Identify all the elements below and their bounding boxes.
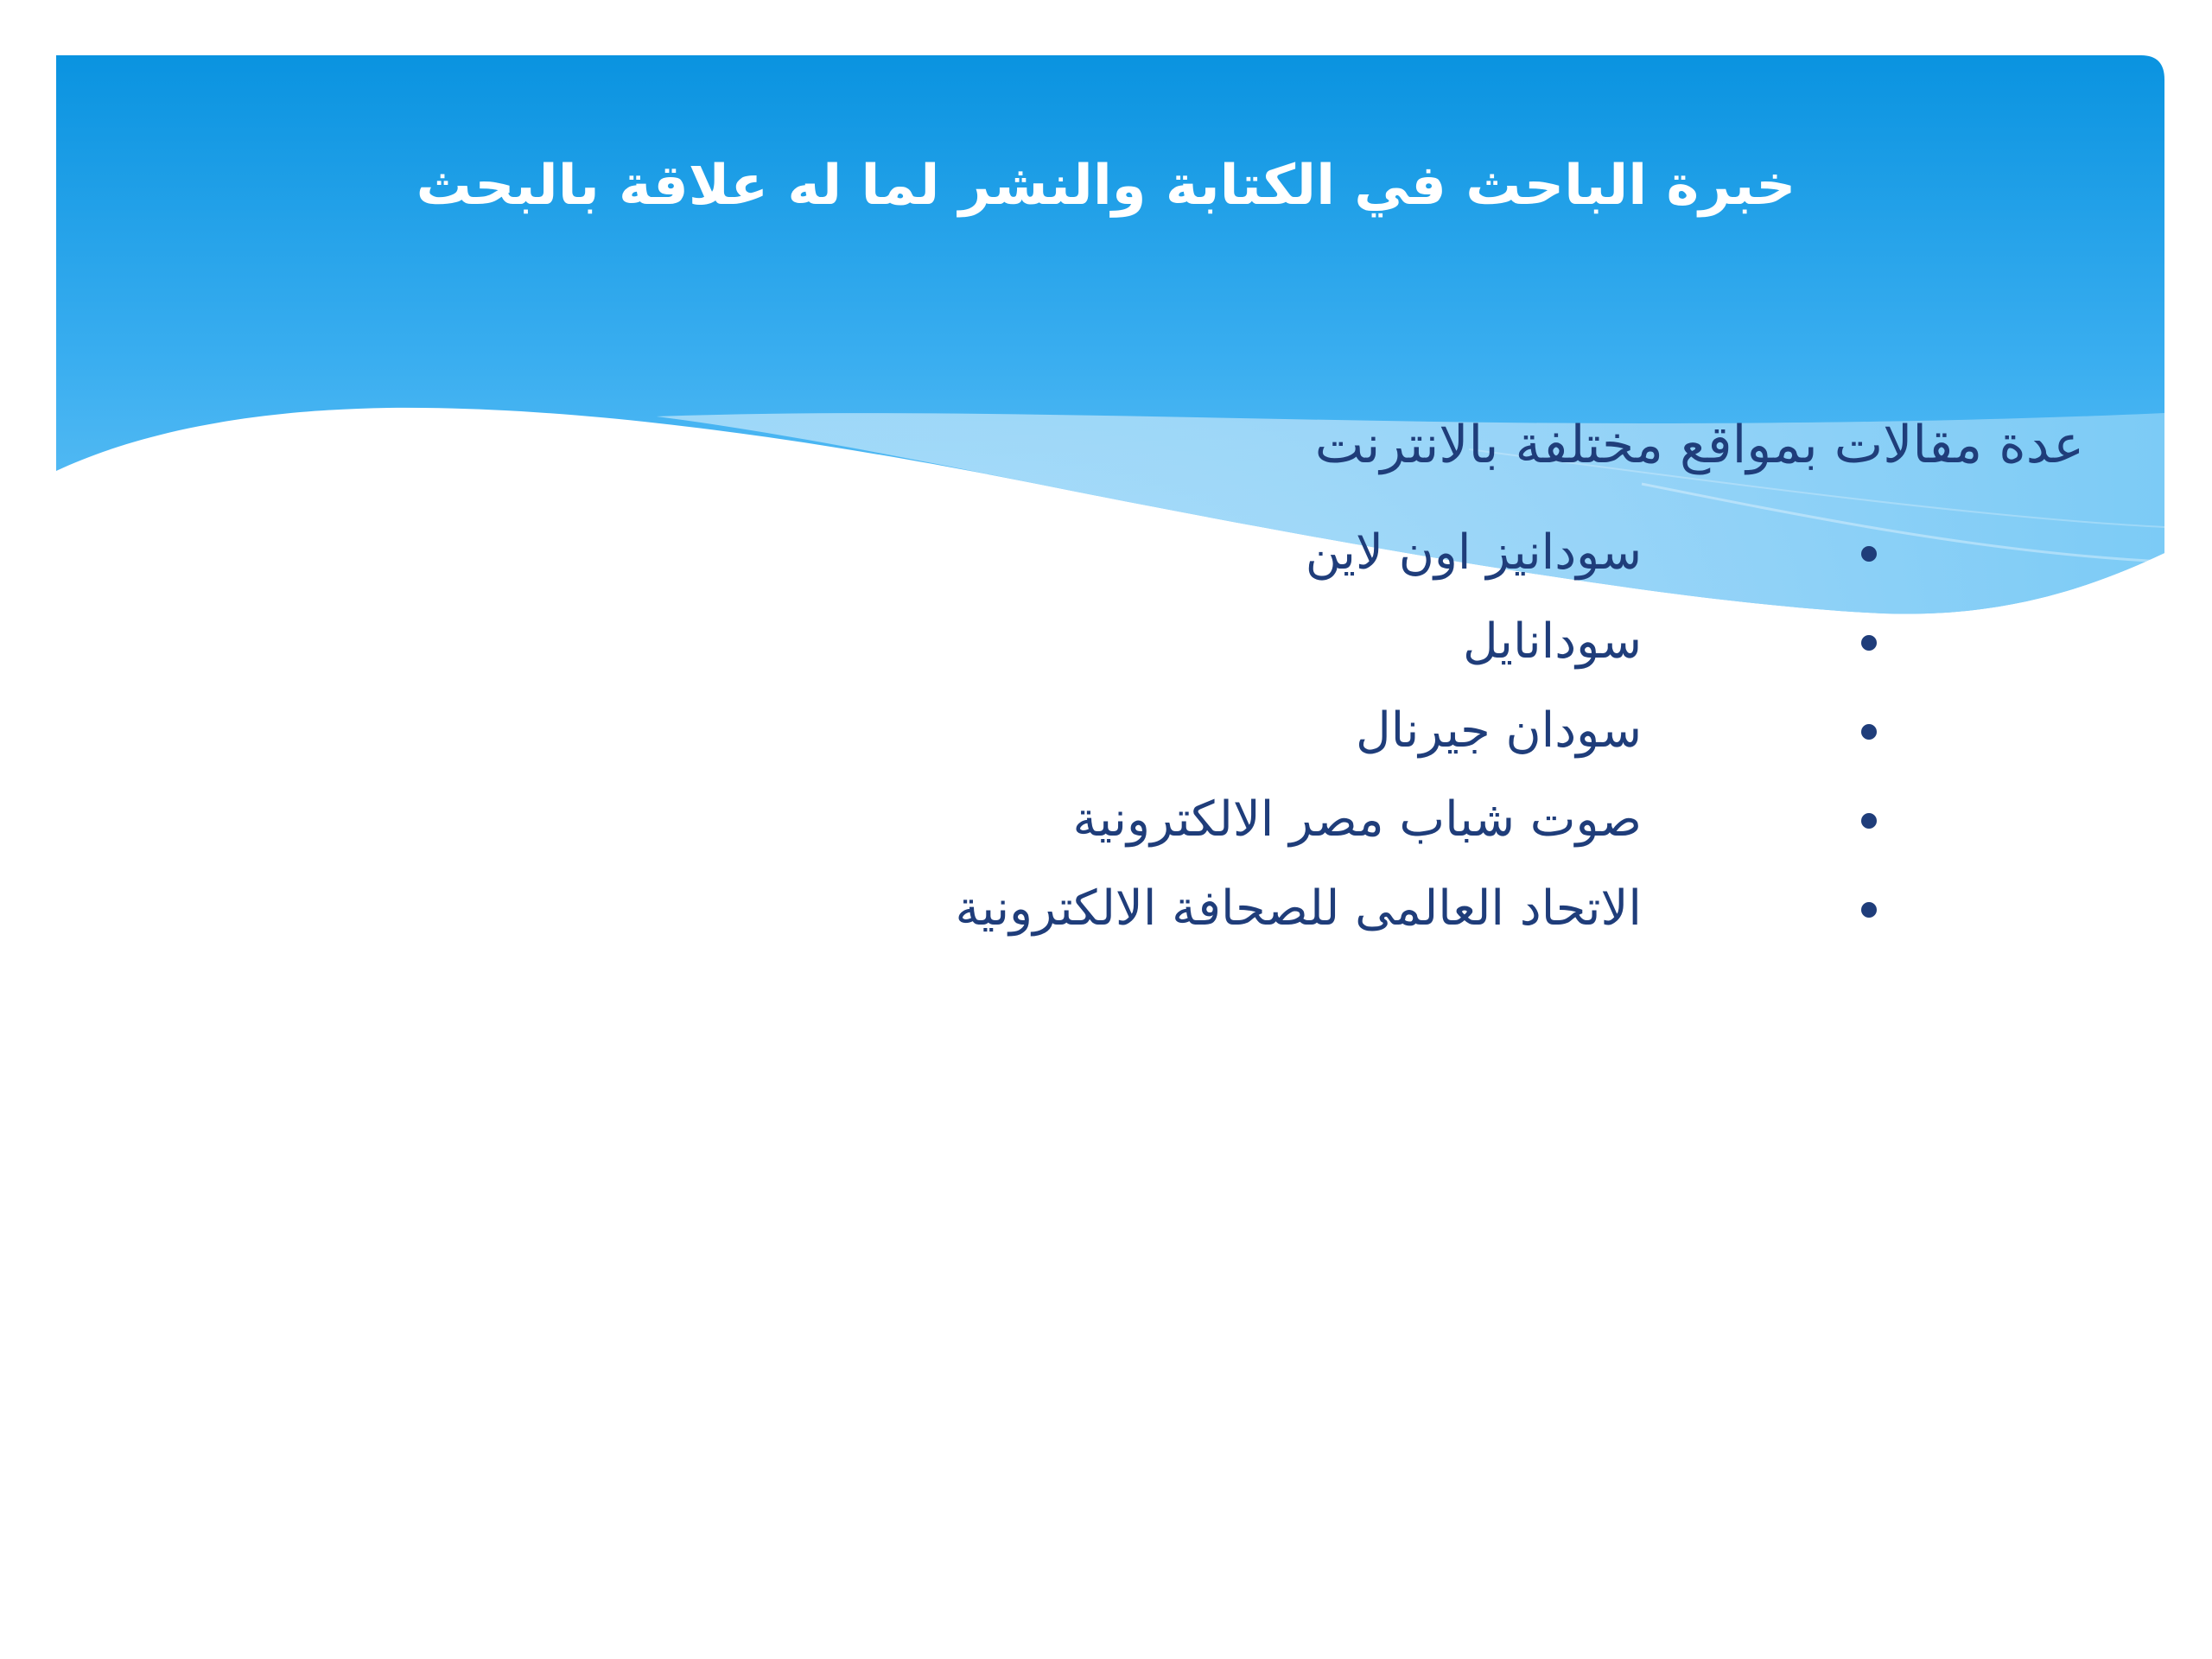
slide-title: خبرة الباحث في الكتابة والنشر لما له علاقة بالبحث [416,154,1796,218]
list-item [0,686,2212,775]
bullet-text: الاتحاد العالمى للصحافة الالكترونية [955,880,1642,937]
bullet-icon [1861,635,1877,651]
list-item [0,775,2212,864]
list-item [0,597,2212,686]
bullet-icon [1861,724,1877,740]
bullet-text: سودان جيرنال [1355,702,1642,759]
bullet-text: صوت شباب مصر الالكترونية [1072,791,1642,848]
intro-text: عدة مقالات بمواقع مختلفة بالانترنت [1314,415,2084,475]
bullet-icon [1861,813,1877,829]
bullet-icon [1861,902,1877,918]
list-item [0,508,2212,597]
list-item [0,864,2212,953]
bullet-text: سودانايل [1463,613,1642,670]
bullet-icon [1861,546,1877,562]
bullet-list [0,508,2212,953]
bullet-text: سودانيز اون لاين [1305,524,1642,581]
